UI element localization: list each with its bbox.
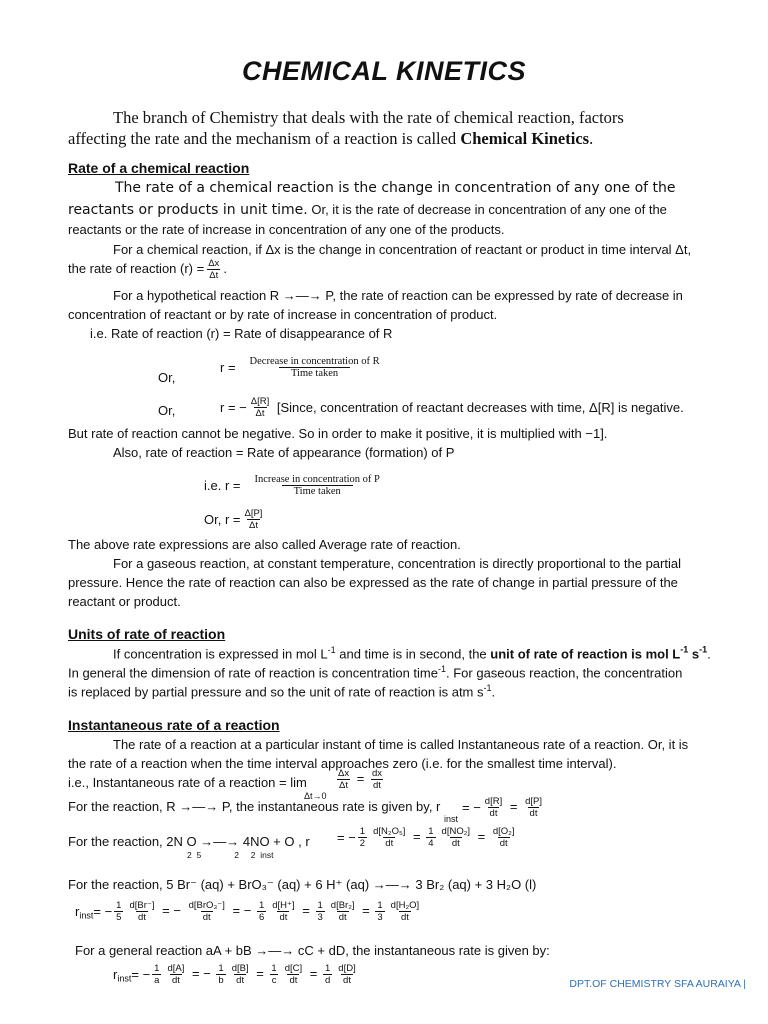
limit-subscript: Δt→0 bbox=[304, 791, 327, 801]
limit-fractions: $\frac{\Delta x}{\Delta t}$ = $\frac{dx}{dt}$ bbox=[338, 768, 382, 791]
rate-decrease-formula: r = $\frac{\text{Decrease in concentration of R}}{\text{Time taken}}$ bbox=[220, 356, 380, 379]
definition-line-3: reactants or the rate of increase in concentration of any one of the products. bbox=[68, 222, 505, 237]
instantaneous-limit-line: i.e., Instantaneous rate of a reaction = lim bbox=[68, 775, 307, 790]
inst-subscript-1: inst bbox=[444, 814, 459, 824]
negative-rate-line: But rate of reaction cannot be negative. So in order to make it positive, it is multiplied with −1]. bbox=[68, 426, 608, 441]
units-line-1: If concentration is expressed in mol $L^{-1}$ and time is in second, the unit of rate of reaction is mol $L^{-1}$ $s^{-1}$. bbox=[113, 645, 711, 662]
delta-x-line-2: the rate of reaction (r) = $\frac{\Delta x}{\Delta t}$ . bbox=[68, 258, 227, 281]
n2o5-rate-expression: = − $\frac{1}{2}$ $\frac{\text{d[N₂O₅]}}{dt}$ = $\frac{1}{4}$ $\frac{\text{d[NO₂]}}{dt}$ = $\frac{\text{d[O₂]}}{dt}$ bbox=[337, 826, 515, 849]
reaction-n2o5-line: For the reaction, 2N O →—→ 4NO + O , r bbox=[68, 834, 310, 849]
definition-line-1: The rate of a chemical reaction is the change in concentration of any one of the bbox=[115, 180, 676, 196]
or-label-2: Or, bbox=[158, 403, 176, 418]
gaseous-line-1: For a gaseous reaction, at constant temperature, concentration is directly proportional to the partial bbox=[113, 556, 681, 571]
r-to-p-rate-expression: = − $\frac{d[R]}{dt}$ = $\frac{d[P]}{dt}$ bbox=[462, 796, 542, 819]
rate-disappearance-line: i.e. Rate of reaction (r) = Rate of disappearance of R bbox=[90, 326, 393, 341]
general-rate-expression: $r_{inst}=$ − $\frac{1}{a}$ $\frac{d[A]}{dt}$ = − $\frac{1}{b}$ $\frac{d[B]}{dt}$ = $\frac{1}{c}$ $\frac{d[C]}{dt}$ = $\frac{1}{d}$ $\frac{d[D]}{dt}$ bbox=[113, 963, 356, 986]
hypothetical-line-2: concentration of reactant or by rate of increase in concentration of product. bbox=[68, 307, 498, 322]
hypothetical-line-1: For a hypothetical reaction R →—→ P, the rate of reaction can be expressed by rate of decrease in bbox=[113, 288, 683, 303]
section-heading-instantaneous: Instantaneous rate of a reaction bbox=[68, 717, 280, 733]
section-heading-rate: Rate of a chemical reaction bbox=[68, 160, 250, 176]
gaseous-line-2: pressure. Hence the rate of reaction can also be expressed as the rate of change in partial pressure of the bbox=[68, 575, 678, 590]
bromine-rate-expression: $r_{inst}=$ − $\frac{1}{5}$ $\frac{d[Br^-]}{dt}$ = − $\frac{\text{d[BrO₃⁻]}}{dt}$ = − $\frac{1}{6}$ $\frac{d[H^+]}{dt}$ = $\frac{1}{3}$ $\frac{\text{d[Br₂]}}{dt}$ = $\frac{1}{3}$ $\frac{\text{d[H₂O]}}{dt}$ bbox=[75, 900, 420, 923]
page-title: CHEMICAL KINETICS bbox=[241, 56, 526, 86]
units-line-3: is replaced by partial pressure and so the unit of rate of reaction is atm $s^{-1}$. bbox=[68, 683, 496, 700]
general-reaction-line: For a general reaction aA + bB →—→ cC + dD, the instantaneous rate is given by: bbox=[75, 943, 550, 958]
page-footer: DPT.OF CHEMISTRY SFA AURAIYA | bbox=[569, 978, 746, 990]
appearance-line: Also, rate of reaction = Rate of appearance (formation) of P bbox=[113, 445, 455, 460]
instantaneous-line-2: the rate of a reaction when the time interval approaches zero (i.e. for the smallest time interval). bbox=[68, 756, 617, 771]
reaction-bromine-line: For the reaction, 5 Br⁻ (aq) + BrO₃⁻ (aq) + 6 H⁺ (aq) →—→ 3 Br₂ (aq) + 3 H₂O (l) bbox=[68, 877, 537, 892]
instantaneous-line-1: The rate of a reaction at a particular instant of time is called Instantaneous rate of a reaction. Or, it is bbox=[113, 737, 689, 752]
n2o5-subscripts: 2 5 2 2 inst bbox=[187, 850, 274, 860]
delta-x-line-1: For a chemical reaction, if Δx is the change in concentration of reactant or product in time interval Δt, bbox=[113, 242, 692, 257]
section-heading-units: Units of rate of reaction bbox=[68, 626, 226, 642]
average-rate-line: The above rate expressions are also called Average rate of reaction. bbox=[68, 537, 461, 552]
intro-line-2: affecting the rate and the mechanism of a reaction is called Chemical Kinetics. bbox=[68, 129, 594, 148]
definition-line-2: reactants or products in unit time. Or, it is the rate of decrease in concentration of any one of the bbox=[68, 202, 667, 218]
chemical-kinetics-term: Chemical Kinetics bbox=[460, 129, 590, 148]
units-line-2: In general the dimension of rate of reaction is concentration time$^{-1}$. For gaseous reaction, the concentration bbox=[68, 664, 683, 681]
intro-line-1: The branch of Chemistry that deals with the rate of chemical reaction, factors bbox=[113, 108, 624, 127]
rate-delta-r-formula: r = − $\frac{\Delta[R]}{\Delta t}$ [Since, concentration of reactant decreases with time, Δ[R] is negative. bbox=[220, 396, 684, 419]
rate-increase-formula: i.e. r = $\frac{\text{Increase in concentration of P}}{\text{Time taken}}$ bbox=[204, 474, 380, 497]
reaction-r-to-p-line: For the reaction, R →—→ P, the instantaneous rate is given by, r bbox=[68, 799, 441, 814]
rate-delta-p-formula: Or, r = $\frac{\Delta[P]}{\Delta t}$ bbox=[204, 508, 263, 531]
or-label-1: Or, bbox=[158, 370, 176, 385]
gaseous-line-3: reactant or product. bbox=[68, 594, 181, 609]
